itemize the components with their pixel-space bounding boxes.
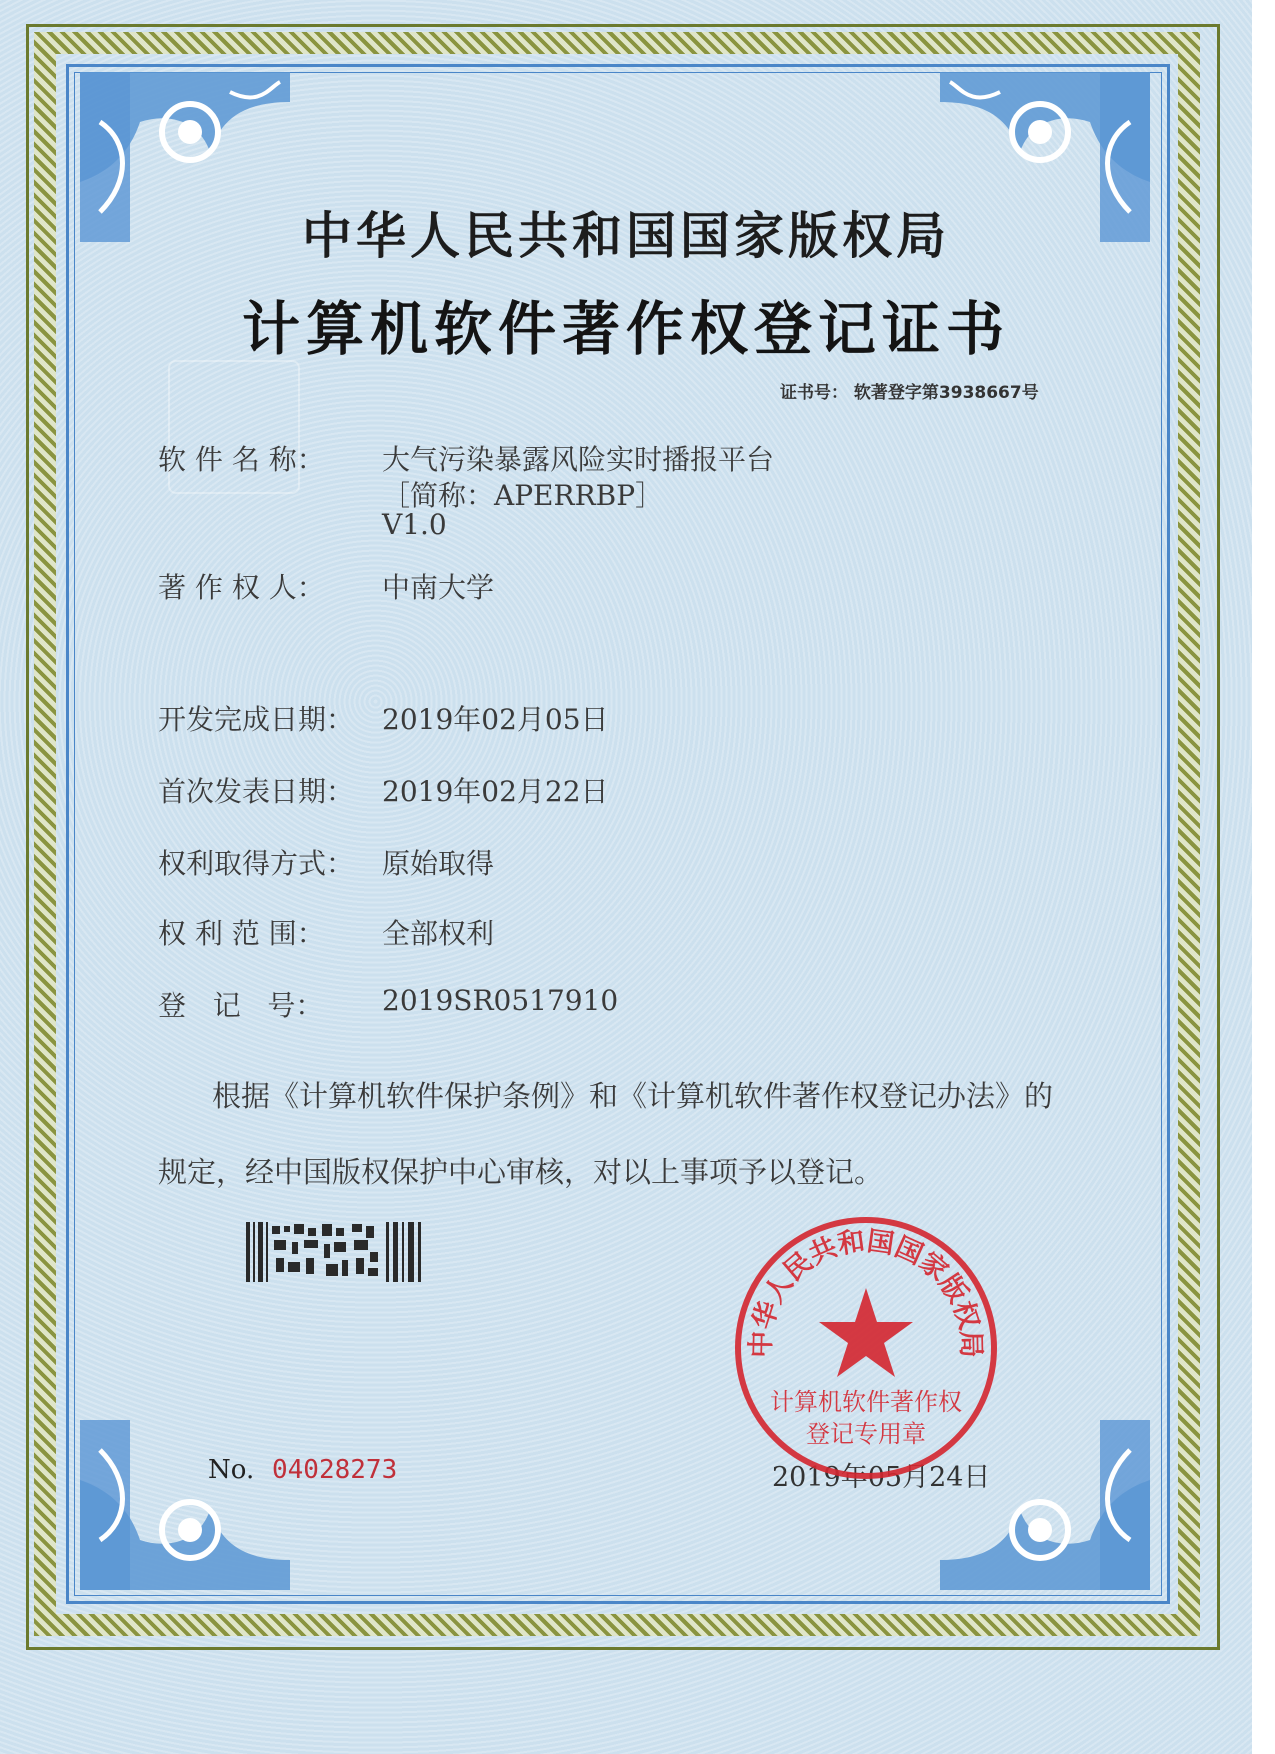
- field-value-copyright-owner: 中南大学: [382, 571, 495, 604]
- field-value-completion-date: 2019年02月05日: [382, 703, 609, 736]
- seal-line-1: 计算机软件著作权: [770, 1388, 962, 1416]
- field-value-publication-date: 2019年02月22日: [382, 775, 609, 808]
- field-label-publication-date: 首次发表日期：: [158, 775, 355, 808]
- field-value-acquisition-method: 原始取得: [382, 847, 495, 880]
- star-icon: [819, 1288, 913, 1377]
- field-label-software-name: 软 件 名 称：: [158, 443, 325, 476]
- field-label-completion-date: 开发完成日期：: [158, 703, 355, 736]
- field-value-registration-number: 2019SR0517910: [382, 984, 619, 1017]
- official-seal: [728, 1210, 1004, 1486]
- corner-ornament-bottom-left: [70, 1410, 300, 1600]
- statement-line-1: 根据《计算机软件保护条例》和《计算机软件著作权登记办法》的: [212, 1079, 1054, 1113]
- seal-line-2: 登记专用章: [806, 1420, 926, 1448]
- issue-date: 2019年05月24日: [772, 1462, 991, 1493]
- serial-label: No.: [208, 1455, 255, 1485]
- statement-line-2: 规定，经中国版权保护中心审核，对以上事项予以登记。: [158, 1155, 884, 1189]
- field-label-rights-scope: 权 利 范 围：: [158, 917, 325, 950]
- field-value-software-name: 大气污染暴露风险实时播报平台: [382, 443, 775, 476]
- field-label-acquisition-method: 权利取得方式：: [158, 847, 355, 880]
- software-short-name: ［简称：APERRBP］: [382, 479, 664, 512]
- seal-ring-text: 中华人民共和国国家版权局: [745, 1225, 987, 1359]
- issuer-heading: 中华人民共和国国家版权局: [302, 206, 950, 265]
- serial-number: 04028273: [272, 1455, 398, 1485]
- barcode: [246, 1222, 426, 1282]
- certificate-number: 证书号： 软著登字第3938667号: [780, 383, 1039, 403]
- software-version: V1.0: [382, 508, 447, 541]
- certificate-title: 计算机软件著作权登记证书: [241, 295, 1010, 363]
- field-label-registration-number: 登 记 号：: [158, 989, 324, 1022]
- field-value-rights-scope: 全部权利: [382, 917, 495, 950]
- field-label-copyright-owner: 著 作 权 人：: [158, 571, 325, 604]
